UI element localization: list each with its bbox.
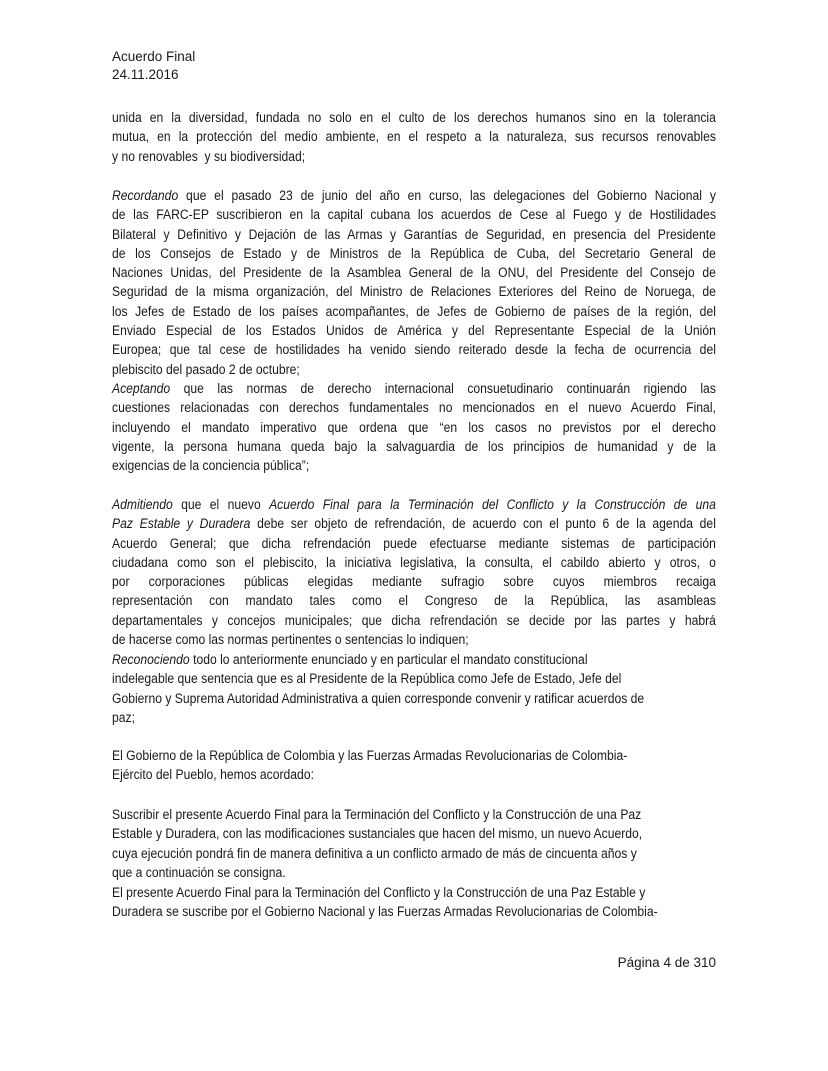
text-segment: Europea; que tal cese de hostilidades ha venido siendo reiterado desde la fecha de ocurrencia del	[112, 342, 716, 358]
text-segment: Estable y Duradera, con las modificaciones sustanciales que hacen del mismo, un nuevo Acuerdo,	[112, 826, 643, 842]
text-segment: los Jefes de Estado de los países acompañantes, de Jefes de Gobierno de países de la región, del	[112, 303, 716, 319]
text-segment: y no renovables y su biodiversidad;	[112, 148, 306, 164]
text-segment: Enviado Especial de los Estados Unidos de América y del Representante Especial de la Unión	[112, 323, 716, 339]
paragraph-reconociendo	[112, 650, 716, 727]
paragraph-aceptando	[112, 379, 716, 475]
text-segment: cuya ejecución pondrá fin de manera definitiva a un conflicto armado de más de cincuenta años y	[112, 845, 637, 861]
text-segment: que las normas de derecho internacional consuetudinario continuarán rigiendo las	[170, 381, 716, 396]
text-line	[112, 495, 716, 514]
text-segment: vigente, la persona humana queda bajo la salvaguardia de los principios de humanidad y de la	[112, 438, 716, 454]
text-segment: Suscribir el presente Acuerdo Final para la Terminación del Conflicto y la Construcción de una Paz	[112, 807, 642, 822]
text-line	[112, 205, 716, 224]
page-number: Página 4 de 310	[617, 955, 716, 970]
text-line	[112, 418, 716, 437]
text-segment: Ejército del Pueblo, hemos acordado:	[112, 767, 314, 783]
italic-text: Paz Estable y Duradera	[112, 516, 251, 532]
text-segment: ciudadana como son el plebiscito, la iniciativa legislativa, la consulta, el cabildo abierto y otros, o	[112, 554, 716, 570]
text-line	[112, 398, 716, 417]
text-segment: plebiscito del pasado 2 de octubre;	[112, 361, 300, 377]
text-line	[112, 437, 716, 456]
text-line	[112, 765, 716, 784]
text-segment: representación con mandato tales como el Congreso de la República, las asambleas	[112, 593, 716, 609]
text-segment: El presente Acuerdo Final para la Terminación del Conflicto y la Construcción de una Paz Estable y	[112, 885, 646, 900]
text-line	[112, 630, 716, 649]
text-segment: incluyendo el mandato imperativo que ordena que “en los casos no previstos por el derecho	[112, 419, 716, 435]
text-segment: debe ser objeto de refrendación, de acuerdo con el punto 6 de la agenda del	[250, 516, 716, 532]
text-line	[112, 669, 716, 688]
text-segment: mutua, en la protección del medio ambiente, en el respeto a la naturaleza, sus recursos renovables	[112, 129, 716, 145]
text-segment: Duradera se suscribe por el Gobierno Nacional y las Fuerzas Armadas Revolucionarias de Colombia-	[112, 904, 658, 920]
text-line	[112, 186, 716, 205]
text-line	[112, 883, 716, 902]
text-segment: por corporaciones públicas elegidas mediante sufragio sobre cuyos miembros recaiga	[112, 574, 716, 590]
paragraph-intro-continuation	[112, 108, 716, 166]
text-line	[112, 282, 716, 301]
text-line	[112, 611, 716, 630]
paragraph-suscribir	[112, 805, 716, 882]
text-line	[112, 805, 716, 824]
text-segment: Bilateral y Definitivo y Dejación de las Armas y Garantías de Seguridad, en presencia del Presidente	[112, 226, 716, 242]
italic-text: Acuerdo Final para la Terminación del Conflicto y la Construcción de una	[269, 497, 716, 512]
italic-text: Reconociendo	[112, 652, 190, 667]
text-segment: Naciones Unidas, del Presidente de la Asamblea General de la ONU, del Presidente del Consejo de	[112, 265, 716, 281]
text-line	[112, 127, 716, 146]
text-segment: exigencias de la conciencia pública”;	[112, 458, 310, 474]
text-segment: todo lo anteriormente enunciado y en particular el mandato constitucional	[189, 652, 588, 667]
text-segment: departamentales y concejos municipales; que dicha refrendación se decide por las partes y habrá	[112, 612, 716, 628]
text-segment: de hacerse como las normas pertinentes o sentencias lo indiquen;	[112, 632, 469, 648]
document-date: 24.11.2016	[112, 67, 179, 82]
paragraph-recordando	[112, 186, 716, 379]
italic-text: Aceptando	[112, 381, 171, 396]
text-segment: indelegable que sentencia que es al Presidente de la República como Jefe de Estado, Jefe del	[112, 671, 622, 687]
text-line	[112, 689, 716, 708]
text-line	[112, 591, 716, 610]
text-line	[112, 902, 716, 921]
text-segment: de los Consejos de Estado y de Ministros de la República de Cuba, del Secretario General de	[112, 245, 716, 261]
text-line	[112, 553, 716, 572]
text-line	[112, 514, 716, 533]
text-line	[112, 302, 716, 321]
text-line	[112, 147, 716, 166]
text-segment: Acuerdo General; que dicha refrendación puede efectuarse mediante sistemas de participación	[112, 535, 716, 551]
paragraph-presente-acuerdo	[112, 883, 716, 922]
text-segment: paz;	[112, 709, 135, 725]
text-line	[112, 108, 716, 127]
text-line	[112, 534, 716, 553]
text-line	[112, 844, 716, 863]
paragraph-admitiendo	[112, 495, 716, 649]
italic-text: Admitiendo	[112, 497, 173, 512]
text-line	[112, 360, 716, 379]
text-line	[112, 824, 716, 843]
text-line	[112, 379, 716, 398]
text-line	[112, 863, 716, 882]
text-line	[112, 746, 716, 765]
paragraph-parties	[112, 746, 716, 785]
text-segment: cuestiones relacionadas con derechos fundamentales no mencionados en el nuevo Acuerdo Final,	[112, 400, 716, 416]
text-segment: unida en la diversidad, fundada no solo en el culto de los derechos humanos sino en la tolerancia	[112, 110, 716, 125]
text-segment: El Gobierno de la República de Colombia y las Fuerzas Armadas Revolucionarias de Colombia-	[112, 748, 628, 763]
document-title: Acuerdo Final	[112, 49, 196, 64]
text-line	[112, 263, 716, 282]
text-segment: Seguridad de la misma organización, del Ministro de Relaciones Exteriores del Reino de Noruega, de	[112, 284, 716, 300]
text-line	[112, 456, 716, 475]
text-line	[112, 225, 716, 244]
text-line	[112, 572, 716, 591]
text-segment: que a continuación se consigna.	[112, 864, 286, 880]
text-line	[112, 321, 716, 340]
text-line	[112, 650, 716, 669]
text-segment: Gobierno y Suprema Autoridad Administrativa a quien corresponde convenir y ratificar acuerdos de	[112, 690, 645, 706]
text-segment: de las FARC-EP suscribieron en la capital cubana los acuerdos de Cese al Fuego y de Hostilidades	[112, 207, 716, 223]
text-segment: que el pasado 23 de junio del año en curso, las delegaciones del Gobierno Nacional y	[178, 188, 716, 203]
italic-text: Recordando	[112, 188, 179, 203]
text-line	[112, 708, 716, 727]
text-segment: que el nuevo	[172, 497, 270, 512]
text-line	[112, 340, 716, 359]
text-line	[112, 244, 716, 263]
